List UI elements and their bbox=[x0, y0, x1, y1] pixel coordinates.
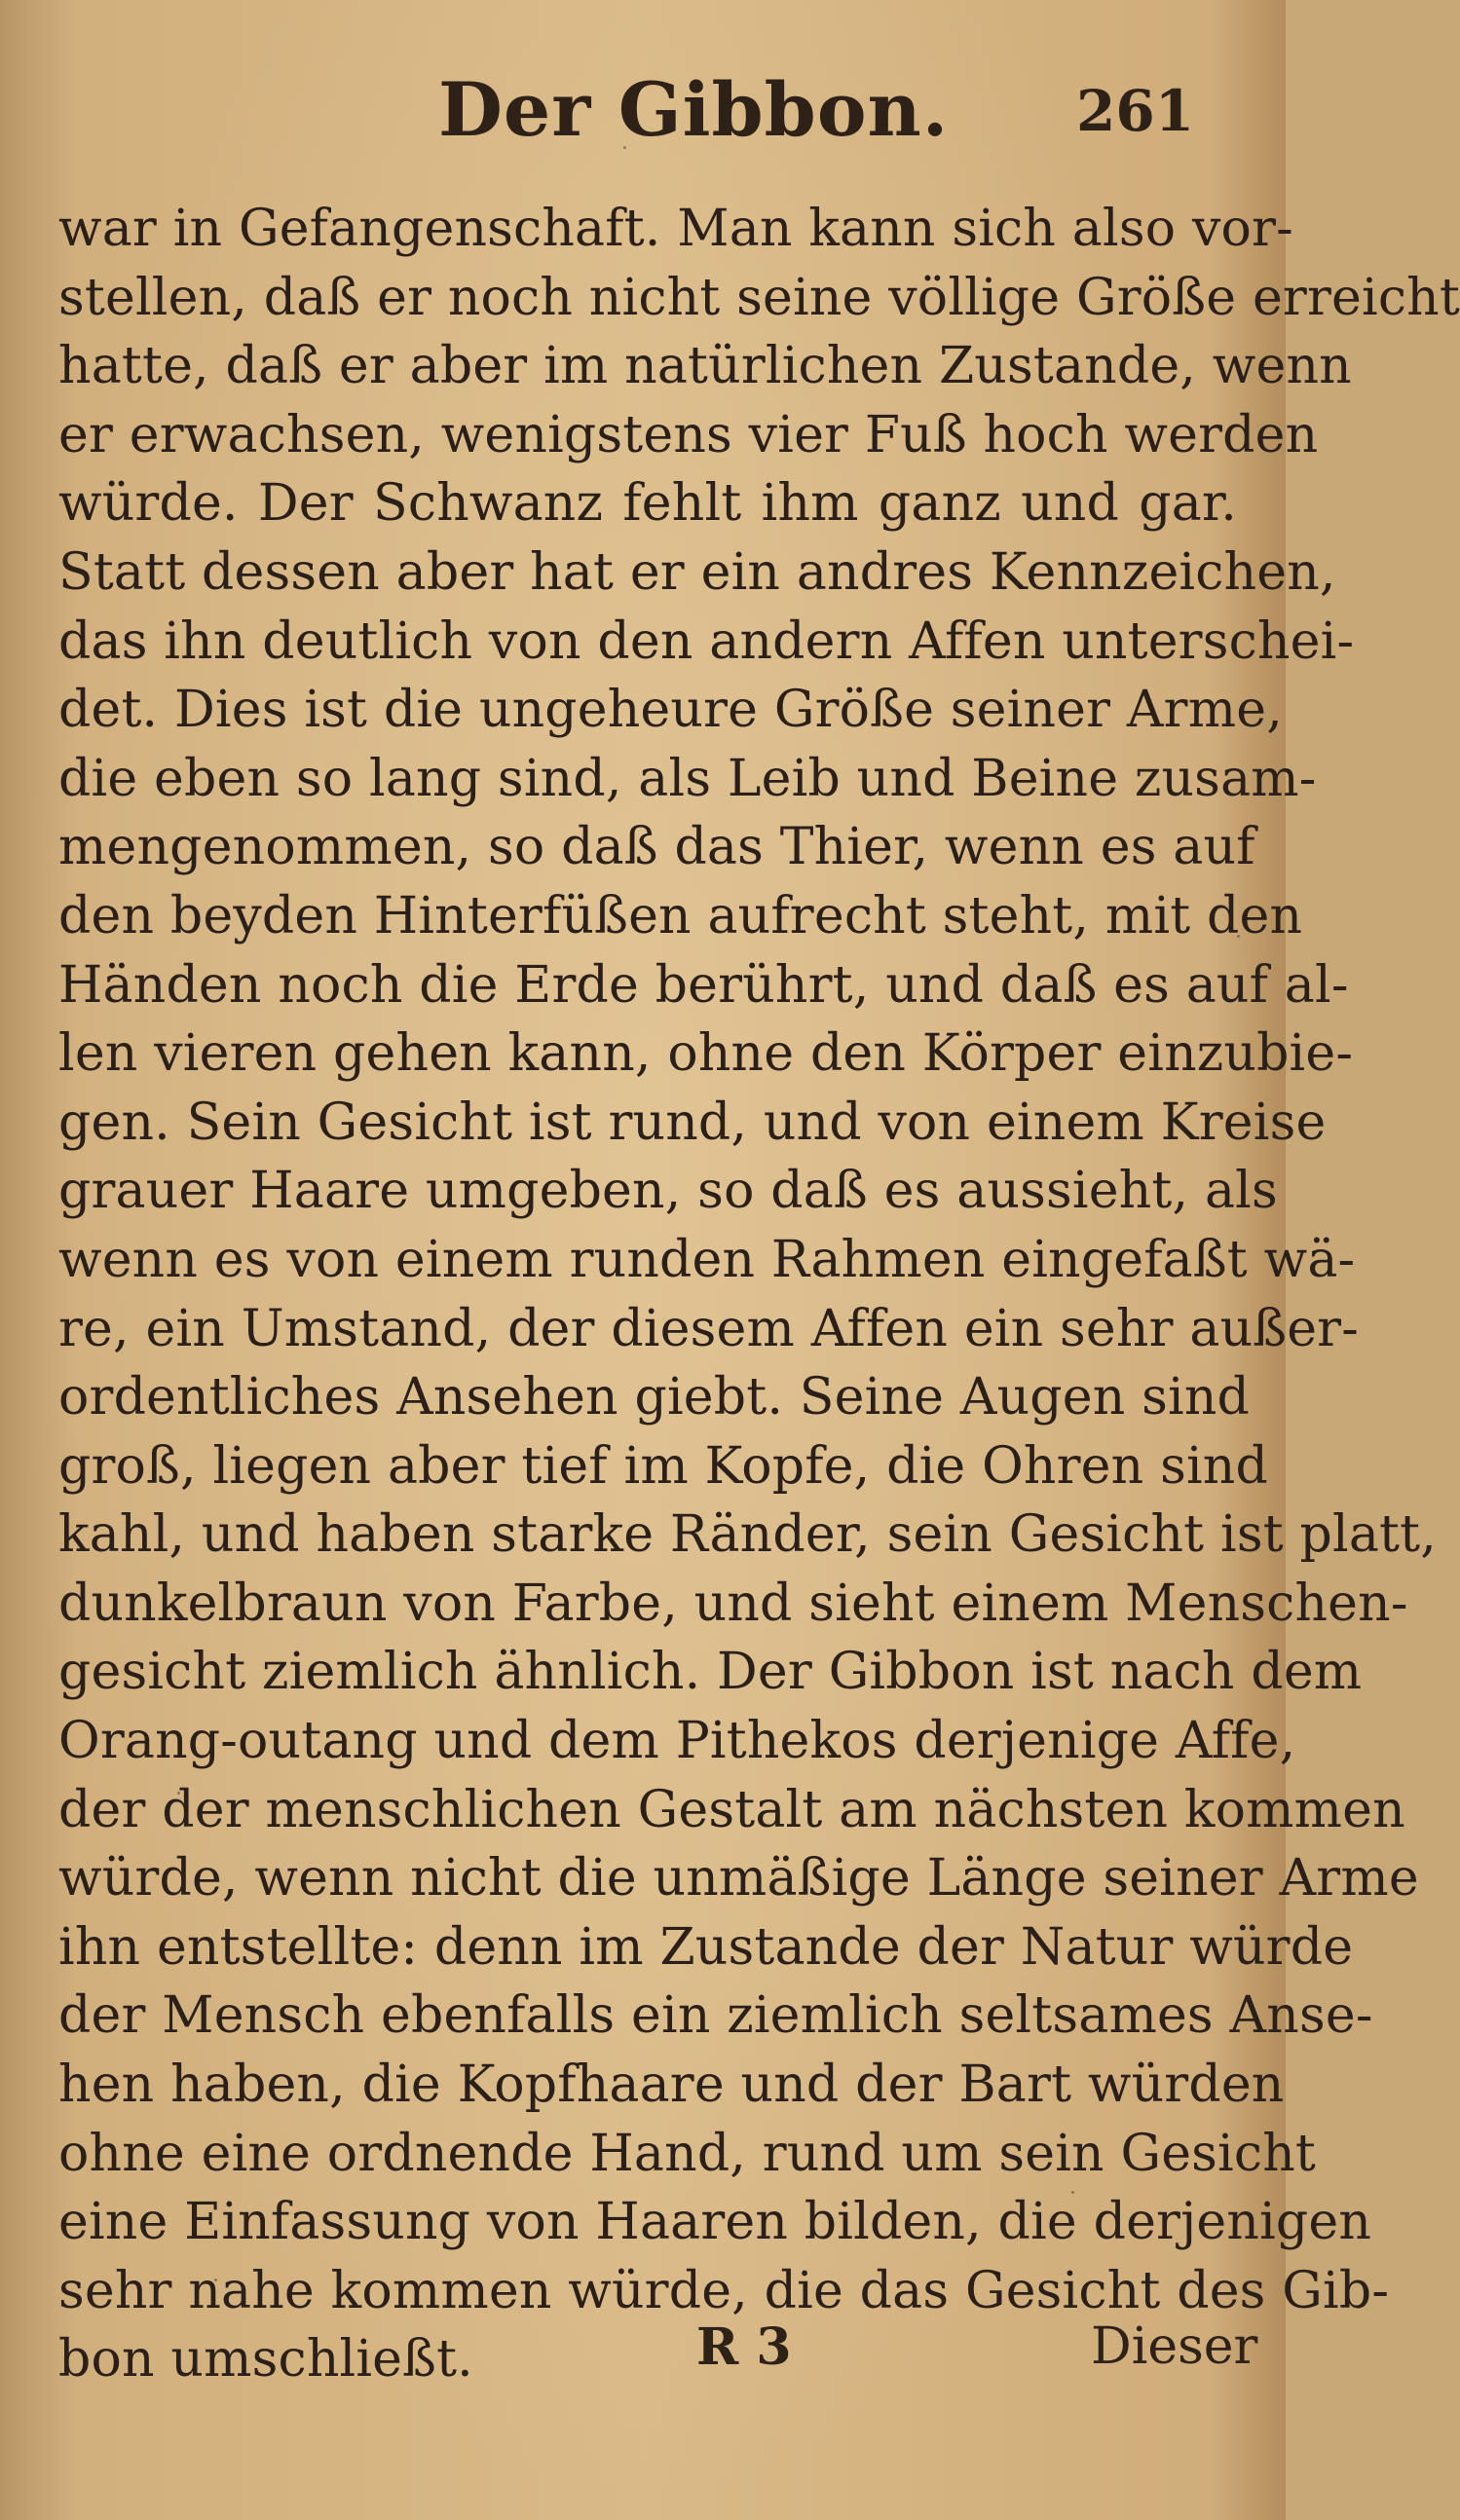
text-line: den beyden Hinterfüßen aufrecht steht, mit den bbox=[58, 886, 1303, 945]
text-line: gesicht ziemlich ähnlich. Der Gibbon ist nach dem bbox=[58, 1643, 1363, 1702]
text-line: würde, wenn nicht die unmäßige Länge seiner Arme bbox=[58, 1849, 1419, 1909]
text-line: Statt dessen aber hat er ein andres Kennzeichen, bbox=[58, 542, 1336, 602]
text-line: wenn es von einem runden Rahmen eingefaßt wä- bbox=[58, 1230, 1356, 1289]
text-line: mengenommen, so daß das Thier, wenn es auf bbox=[58, 818, 1255, 877]
text-line: hatte, daß er aber im natürlichen Zustande, wenn bbox=[58, 337, 1352, 396]
text-line: gen. Sein Gesicht ist rund, und von einem Kreise bbox=[58, 1093, 1327, 1152]
text-line: das ihn deutlich von den andern Affen unterschei- bbox=[58, 611, 1355, 671]
text-line: Orang-outang und dem Pithekos derjenige Affe, bbox=[58, 1712, 1296, 1771]
text-line: würde. Der Schwanz fehlt ihm ganz und gar. bbox=[58, 474, 1237, 534]
body-text bbox=[58, 195, 1460, 2394]
text-line: len vieren gehen kann, ohne den Körper einzubie- bbox=[58, 1024, 1354, 1084]
text-line: kahl, und haben starke Ränder, sein Gesicht ist platt, bbox=[58, 1505, 1437, 1565]
text-line: bon umschließt. bbox=[58, 2330, 473, 2390]
text-line: er erwachsen, wenigstens vier Fuß hoch werden bbox=[58, 405, 1319, 464]
text-line: dunkelbraun von Farbe, und sieht einem Menschen- bbox=[58, 1574, 1408, 1633]
text-line: groß, liegen aber tief im Kopfe, die Ohren sind bbox=[58, 1436, 1268, 1496]
text-line: ihn entstellte: denn im Zustande der Natur würde bbox=[58, 1917, 1354, 1977]
text-line: ordentliches Ansehen giebt. Seine Augen sind bbox=[58, 1368, 1251, 1427]
page-footer bbox=[0, 2298, 1286, 2405]
text-line: det. Dies ist die ungeheure Größe seiner Arme, bbox=[58, 681, 1283, 740]
text-line: der der menschlichen Gestalt am nächsten kommen bbox=[58, 1780, 1405, 1839]
text-line: stellen, daß er noch nicht seine völlige Größe erreicht bbox=[58, 268, 1460, 327]
text-line: die eben so lang sind, als Leib und Beine zusam- bbox=[58, 749, 1317, 808]
running-title: Der Gibbon. bbox=[438, 66, 950, 153]
text-line: re, ein Umstand, der diesem Affen ein sehr außer- bbox=[58, 1299, 1360, 1358]
text-line: sehr nahe kommen würde, die das Gesicht des Gib- bbox=[58, 2261, 1390, 2320]
page-number: 261 bbox=[1076, 78, 1195, 144]
text-line: Händen noch die Erde berührt, und daß es auf al- bbox=[58, 955, 1349, 1015]
text-line: war in Gefangenschaft. Man kann sich also vor- bbox=[58, 200, 1293, 258]
catchword: Dieser bbox=[1091, 2317, 1258, 2376]
text-line: eine Einfassung von Haaren bilden, die derjenigen bbox=[58, 2193, 1372, 2252]
text-line: ohne eine ordnende Hand, rund um sein Gesicht bbox=[58, 2124, 1316, 2183]
text-line: grauer Haare umgeben, so daß es aussieht, als bbox=[58, 1162, 1278, 1221]
text-line: der Mensch ebenfalls ein ziemlich seltsames Anse- bbox=[58, 1986, 1373, 2046]
signature-mark: R 3 bbox=[696, 2317, 792, 2377]
text-line: hen haben, die Kopfhaare und der Bart würden bbox=[58, 2056, 1285, 2115]
page-header bbox=[0, 49, 1286, 166]
